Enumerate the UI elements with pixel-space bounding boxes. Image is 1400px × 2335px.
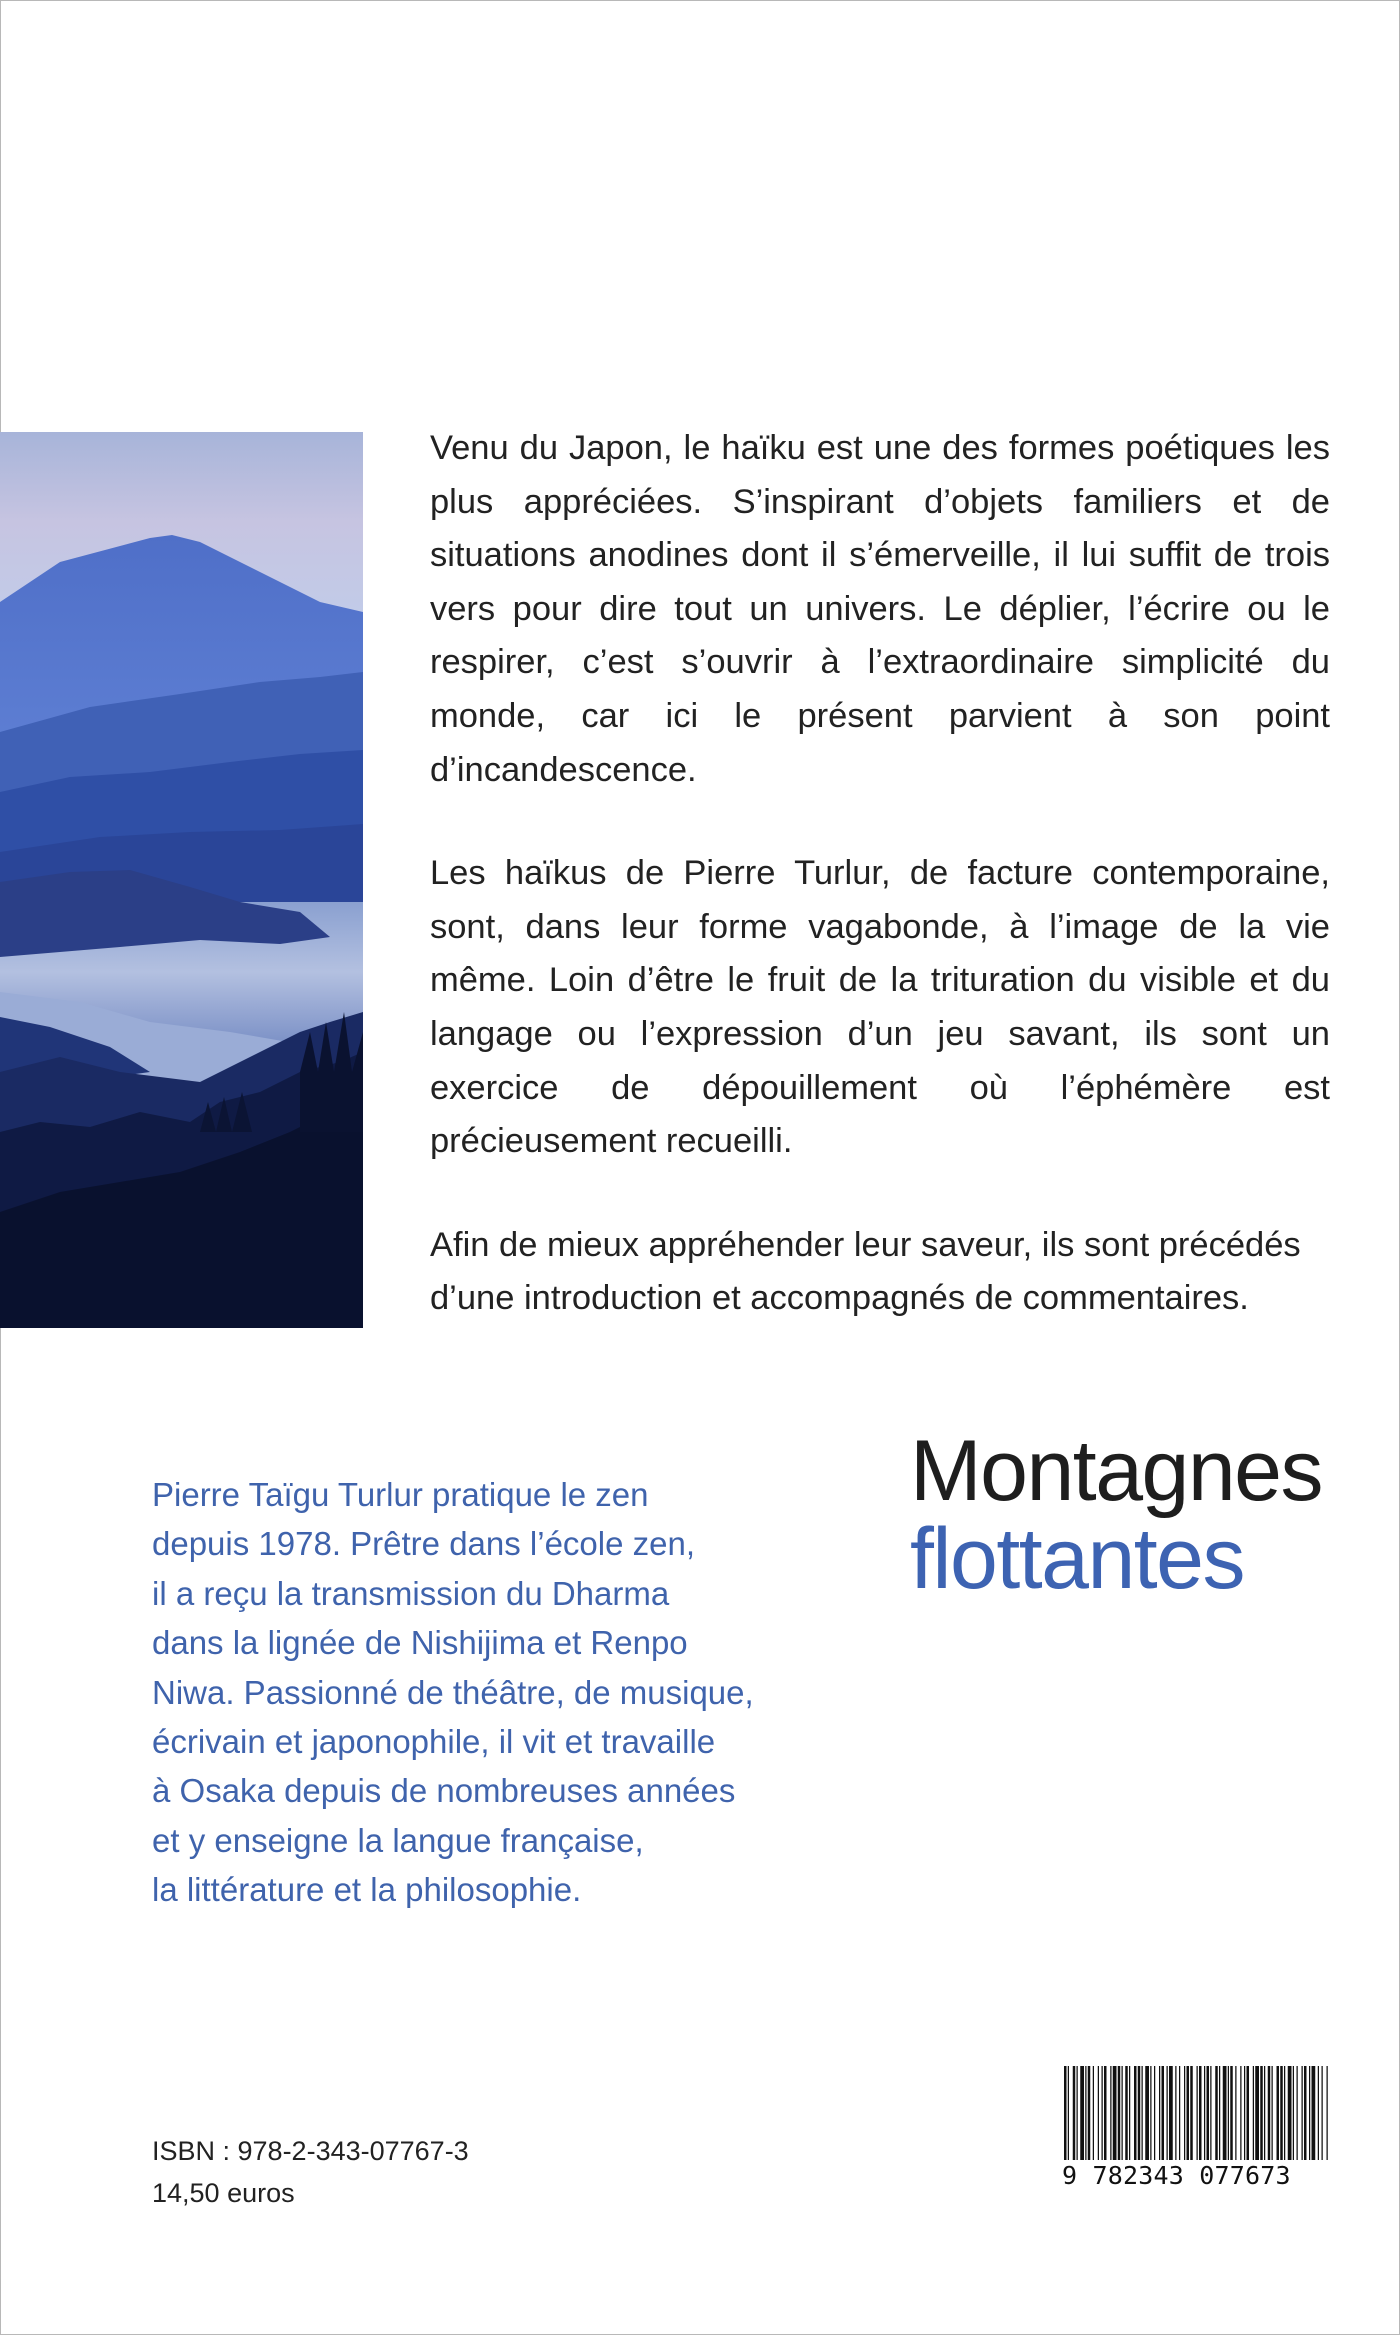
book-title (910, 1423, 1323, 1607)
price: 14,50 euros (152, 2178, 295, 2208)
author-bio-line: dans la lignée de Nishijima et Renpo (152, 1624, 688, 1662)
blurb-paragraph-2: Les haïkus de Pierre Turlur, de facture contemporaine, sont, dans leur forme vagabonde, à l’image de la vie même. Loin d’être le fruit de la trituration du visible et du langage ou l’expression d’un jeu savant, ils sont un exercice de dépouillement où l’éphémère est précieusement recueilli. (430, 854, 1330, 1161)
author-bio-line: et y enseigne la langue française, (152, 1821, 644, 1859)
book-title-line-2: flottantes (910, 1511, 1244, 1607)
book-title-line-1: Montagnes (910, 1423, 1323, 1519)
author-bio-line: à Osaka depuis de nombreuses années (152, 1772, 736, 1810)
barcode-digits: 9 782343 077673 (1062, 2160, 1332, 2192)
author-bio-line: Pierre Taïgu Turlur pratique le zen (152, 1476, 649, 1513)
author-bio-line: depuis 1978. Prêtre dans l’école zen, (152, 1525, 696, 1563)
author-bio-line: écrivain et japonophile, il vit et travaille (152, 1723, 716, 1761)
blurb-paragraph-1: Venu du Japon, le haïku est une des formes poétiques les plus appréciées. S’inspirant d’objets familiers et de situations anodines dont il s’émerveille, il lui suffit de trois vers pour dire tout un univers. Le déplier, l’écrire ou le respirer, c’est s’ouvrir à l’extraordinaire simplicité du monde, car ici le présent parvient à son point d’incandescence. (430, 429, 1330, 789)
author-bio (152, 1470, 852, 1915)
publishing-info (152, 2130, 469, 2214)
author-bio-line: il a reçu la transmission du Dharma (152, 1574, 670, 1612)
author-bio-line: Niwa. Passionné de théâtre, de musique, (152, 1673, 754, 1711)
back-cover-blurb (430, 422, 1330, 1326)
mountain-photo (0, 432, 363, 1328)
author-bio-line: la littérature et la philosophie. (152, 1871, 582, 1909)
isbn-number: ISBN : 978-2-343-07767-3 (152, 2136, 469, 2166)
blurb-paragraph-3: Afin de mieux appréhender leur saveur, ils sont précédés d’une introduction et accompagnés de commentaires. (430, 1225, 1301, 1318)
